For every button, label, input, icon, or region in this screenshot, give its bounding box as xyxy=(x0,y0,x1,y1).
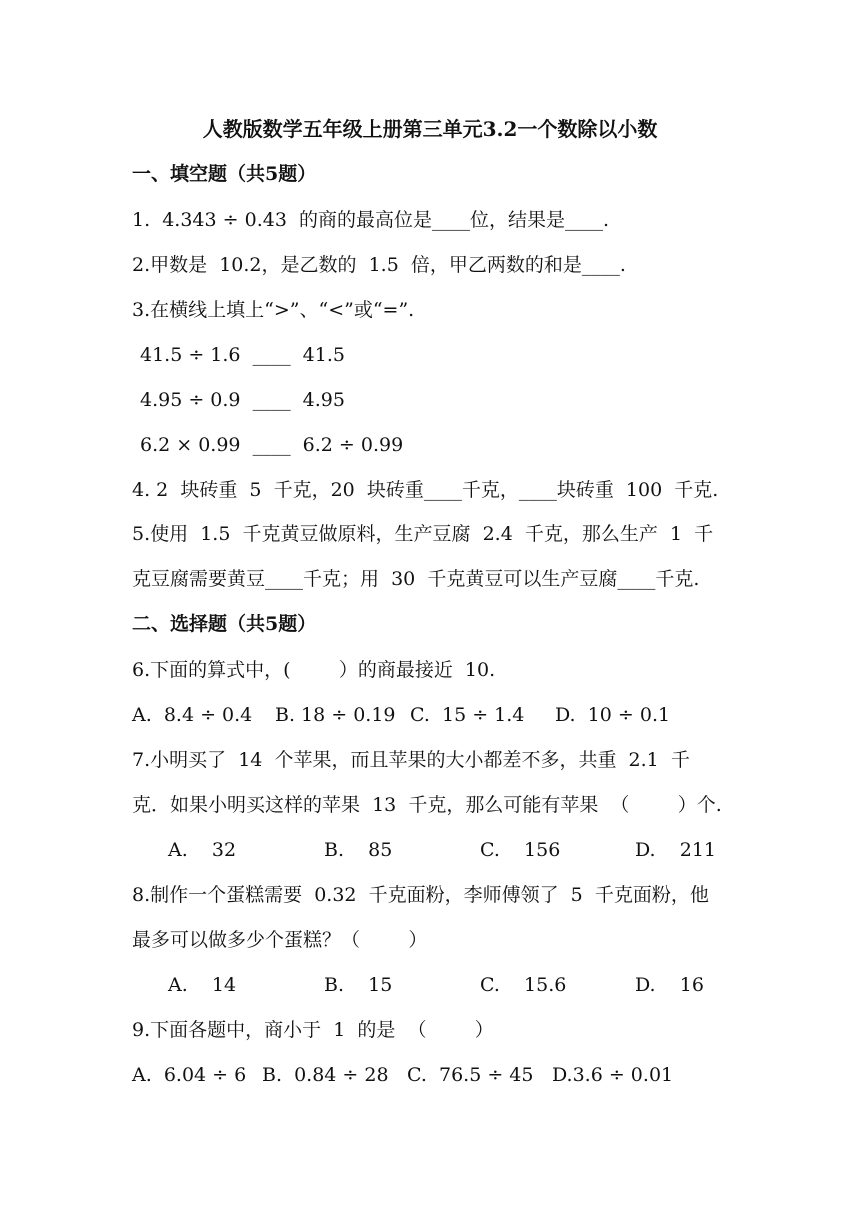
option-c: C. 15 ÷ 1.4 xyxy=(410,704,525,726)
option-b: B. 0.84 ÷ 28 xyxy=(262,1064,389,1086)
option-a: A. 32 xyxy=(168,839,237,861)
option-c: C. 15.6 xyxy=(480,974,567,996)
option-c: C. 156 xyxy=(480,839,561,861)
option-d: D. 16 xyxy=(635,974,704,996)
option-c: C. 76.5 ÷ 45 xyxy=(407,1064,534,1086)
question-5-line-1: 5.使用 1.5 千克黄豆做原料，生产豆腐 2.4 千克，那么生产 1 千 xyxy=(132,523,714,545)
question-8-line-1: 8.制作一个蛋糕需要 0.32 千克面粉，李师傅领了 5 千克面粉，他 xyxy=(132,884,709,906)
option-b: B. 15 xyxy=(324,974,393,996)
question-7-line-1: 7.小明买了 14 个苹果，而且苹果的大小都差不多，共重 2.1 千 xyxy=(132,749,690,771)
option-a: A. 8.4 ÷ 0.4 xyxy=(132,704,253,726)
question-6: 6.下面的算式中，( ）的商最接近 10. xyxy=(132,659,496,681)
option-b: B. 18 ÷ 0.19 xyxy=(275,704,396,726)
question-4: 4. 2 块砖重 5 千克，20 块砖重____千克，____块砖重 100 千克. xyxy=(132,479,719,501)
question-7-line-2: 克．如果小明买这样的苹果 13 千克，那么可能有苹果 （ ）个. xyxy=(132,794,722,816)
section-choice: 二、选择题（共5题） xyxy=(132,613,317,635)
section-fill-in: 一、填空题（共5题） xyxy=(132,163,317,185)
option-d: D. 10 ÷ 0.1 xyxy=(555,704,671,726)
question-3c: 6.2 × 0.99 ____ 6.2 ÷ 0.99 xyxy=(140,434,404,456)
question-8-line-2: 最多可以做多少个蛋糕？（ ） xyxy=(132,929,428,951)
question-3b: 4.95 ÷ 0.9 ____ 4.95 xyxy=(140,389,345,411)
question-1: 1. 4.343 ÷ 0.43 的商的最高位是____位，结果是____. xyxy=(132,209,610,231)
question-5-line-2: 克豆腐需要黄豆____千克；用 30 千克黄豆可以生产豆腐____千克. xyxy=(132,568,700,590)
document-title: 人教版数学五年级上册第三单元3.2一个数除以小数 xyxy=(202,117,658,141)
option-a: A. 14 xyxy=(168,974,237,996)
option-d: D. 211 xyxy=(635,839,717,861)
question-2: 2.甲数是 10.2，是乙数的 1.5 倍，甲乙两数的和是____. xyxy=(132,254,626,276)
option-a: A. 6.04 ÷ 6 xyxy=(132,1064,247,1086)
question-9: 9.下面各题中，商小于 1 的是 （ ） xyxy=(132,1019,494,1041)
question-3: 3.在横线上填上“>”、“<”或“=”. xyxy=(132,299,415,321)
option-b: B. 85 xyxy=(324,839,393,861)
option-d: D.3.6 ÷ 0.01 xyxy=(552,1064,674,1086)
question-3a: 41.5 ÷ 1.6 ____ 41.5 xyxy=(140,344,345,366)
